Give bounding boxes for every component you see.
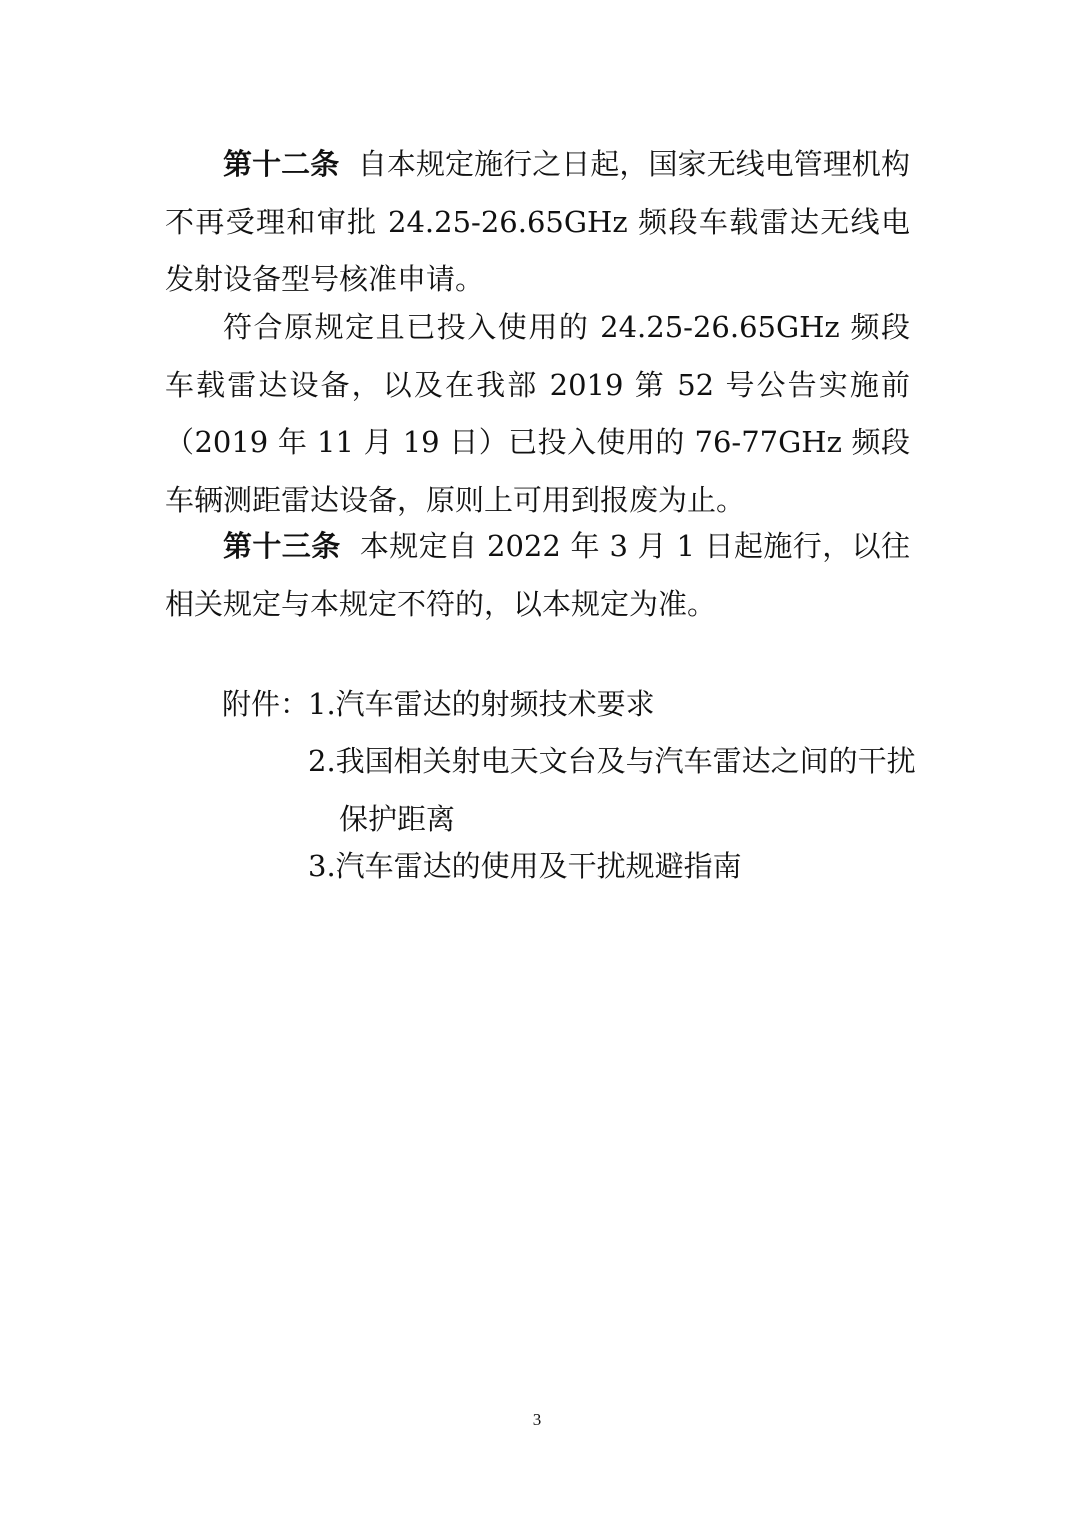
article-13-text: 本规定自 2022 年 3 月 1 日起施行，以往相关规定与本规定不符的，以本规定为准。 (165, 529, 910, 621)
article-12-label: 第十二条 (223, 147, 340, 181)
article-12-paragraph (165, 136, 910, 309)
attachments-label: 附件： (222, 687, 310, 721)
transition-text: 符合原规定且已投入使用的 24.25-26.65GHz 频段车载雷达设备，以及在我部 2019 第 52 号公告实施前（2019 年 11 月 19 日）已投入使用的 76-77GHz 频段车辆测距雷达设备，原则上可用到报废为止。 (165, 310, 910, 517)
transition-paragraph (165, 299, 910, 529)
attachment-item-2: 2.我国相关射电天文台及与汽车雷达之间的干扰保护距离 (308, 744, 916, 836)
attachment-item-3: 3.汽车雷达的使用及干扰规避指南 (308, 849, 742, 883)
page-number: 3 (532, 1410, 542, 1429)
attachment-item-1: 1.汽车雷达的射频技术要求 (308, 687, 655, 721)
article-12-text: 自本规定施行之日起，国家无线电管理机构不再受理和审批 24.25-26.65GHz 频段车载雷达无线电发射设备型号核准申请。 (165, 147, 910, 296)
article-13-label: 第十三条 (223, 529, 341, 563)
article-13-paragraph (165, 518, 910, 633)
